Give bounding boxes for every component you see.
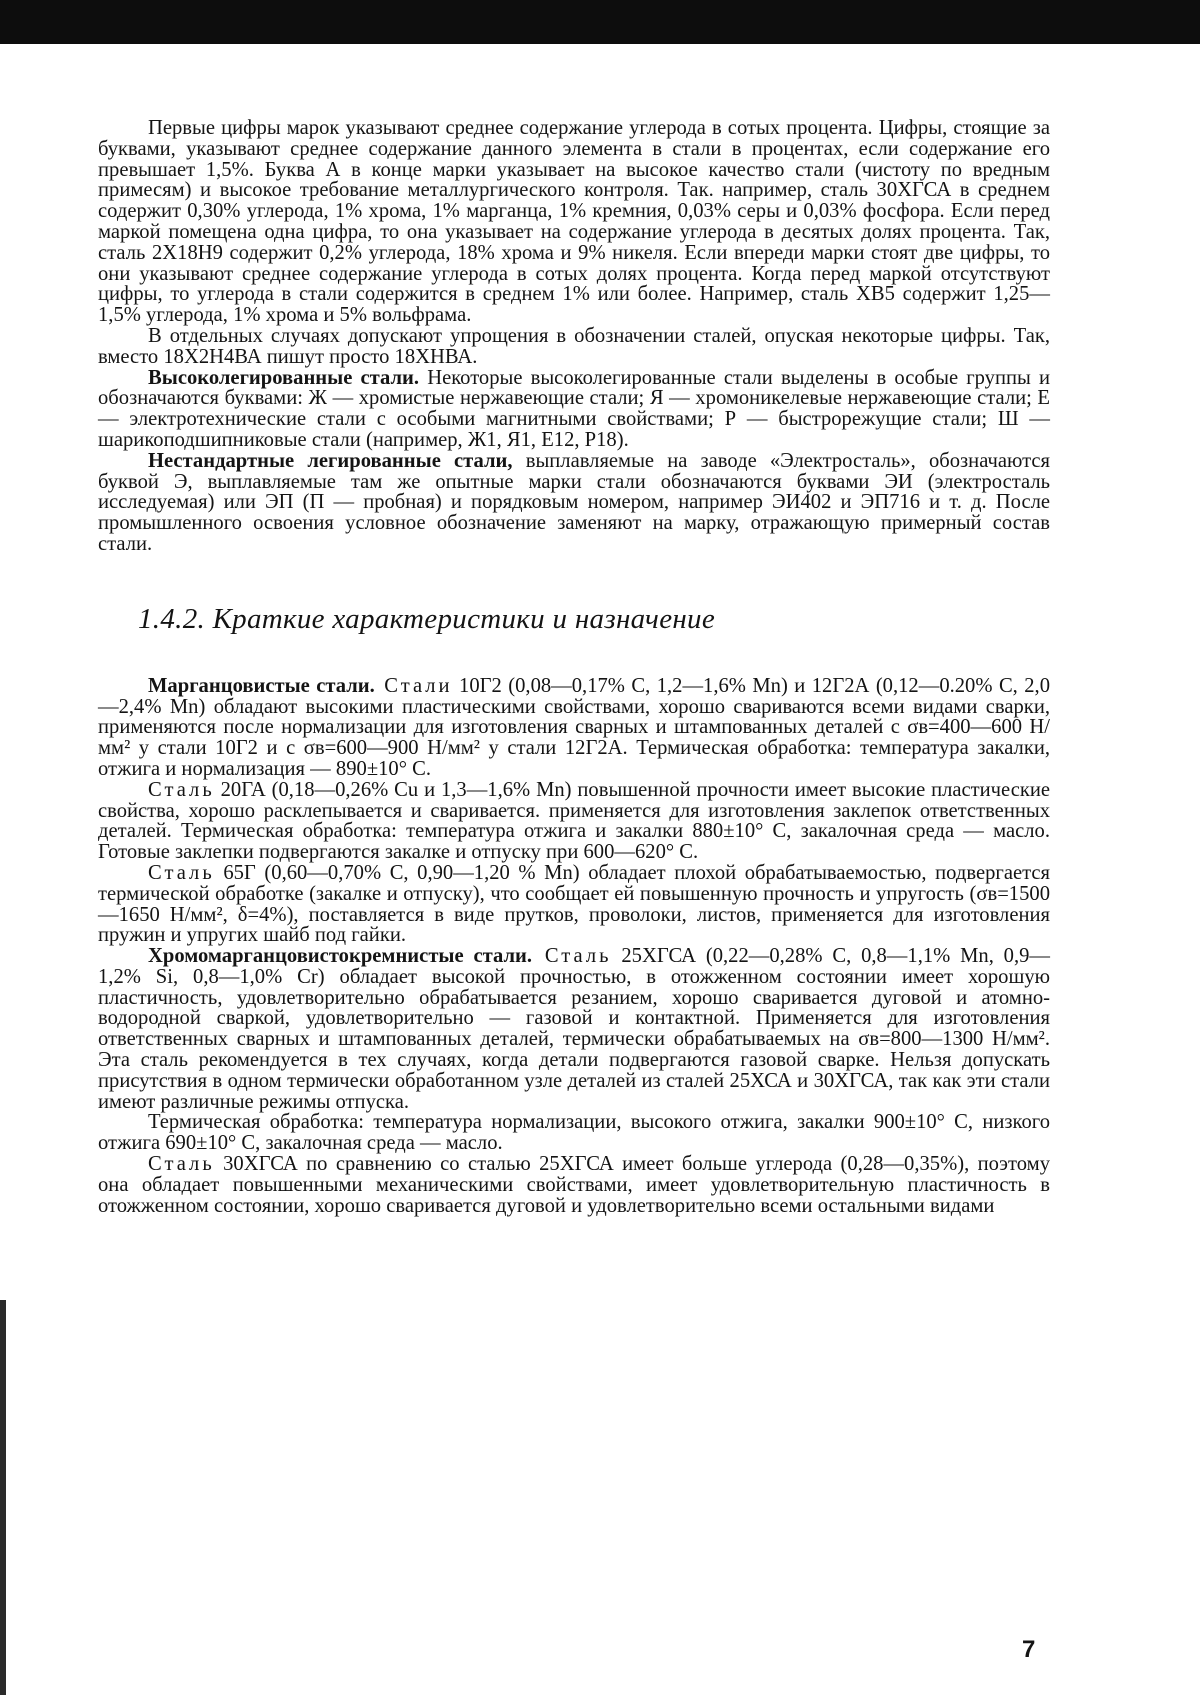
paragraph-text: 20ГА (0,18—0,26% Cu и 1,3—1,6% Mn) повышенной прочности имеет высокие пластические свойства, хорошо расклепывается и сваривается. применяется для изготовления заклепок ответственных деталей. Термическая обработка: температура отжига и закалки 880±10° С, закалочная среда — масло. Готовые заклепки подвергаются закалке и отпуску при 600—620° С. [98, 778, 1050, 864]
paragraph-spaced: Сталь [532, 945, 612, 968]
paragraph-heat-treatment [98, 1112, 1050, 1154]
paragraph-steel-20ga [98, 780, 1050, 863]
section-heading: 1.4.2. Краткие характеристики и назначение [138, 602, 716, 635]
paragraph-nonstandard [98, 451, 1050, 555]
paragraph-text: 25ХГСА (0,22—0,28% С, 0,8—1,1% Mn, 0,9—1,2% Si, 0,8—1,0% Cr) обладает высокой прочностью, в отожженном состоянии имеет хорошую пластичность, удовлетворительно обрабатывается резанием, хорошо сваривается дуговой и атомно-водородной сваркой, удовлетворительно — газовой и контактной. Применяется для изготовления ответственных сварных и штампованных деталей, термически обрабатываемых на σв=800—1300 Н/мм². Эта сталь рекомендуется в тех случаях, когда детали подвергаются газовой сварке. Нельзя допускать присутствия в одном термически обработанном узле деталей из сталей 25ХСА и 30ХГСА, так как эти стали имеют различные режимы отпуска. [98, 945, 1051, 1113]
paragraph-text: Некоторые высоколегированные стали выделены в особые группы и обозначаются буквами: Ж — хромистые нержавеющие стали; Я — хромоникелевые нержавеющие стали; Е — электротехнические стали с особыми магнитными свойствами; Р — быстрорежущие стали; Ш — шарикоподшипниковые стали (например, Ж1, Я1, Е12, Р18). [98, 366, 1050, 451]
paragraph-lead: Нестандартные легированные стали, [148, 449, 513, 472]
scan-left-edge [0, 1300, 6, 1695]
paragraph-lead: Марганцовистые стали. [148, 674, 375, 697]
document-page [98, 118, 1050, 1216]
paragraph-lead: Высоколегированные стали. [148, 366, 420, 389]
paragraph-text: выплавляемые на заводе «Электросталь», обозначаются буквой Э, выплавляемые там же опытные марки стали обозначаются буквами ЭИ (электросталь исследуемая) или ЭП (П — пробная) и порядковым номером, например ЭИ402 и ЭП716 и т. д. После промышленного освоения условное обозначение заменяют на марку, отражающую примерный состав стали. [98, 449, 1050, 555]
paragraph-text: 10Г2 (0,08—0,17% С, 1,2—1,6% Mn) и 12Г2А (0,12—0.20% С, 2,0—2,4% Mn) обладают высокими пластическими свойствами, хорошо свариваются всеми видами сварки, применяются после нормализации для изготовления сварных и штампованных деталей с σв=400—600 Н/мм² у стали 10Г2 и с σв=600—900 Н/мм² у стали 12Г2А. Термическая обработка: температура закалки, отжига и нормализация — 890±10° С. [98, 674, 1051, 780]
paragraph-text: В отдельных случаях допускают упрощения в обозначении сталей, опуская некоторые цифры. Так, вместо 18Х2Н4ВА пишут просто 18ХНВА. [98, 324, 1050, 368]
paragraph-spaced: Сталь [148, 861, 215, 884]
paragraph-text: Термическая обработка: температура нормализации, высокого отжига, закалки 900±10° С, низкого отжига 690±10° С, закалочная среда — масло. [98, 1111, 1050, 1155]
paragraph-text: 30ХГСА по сравнению со сталью 25ХГСА имеет больше углерода (0,28—0,35%), поэтому она обладает повышенными механическими свойствами, имеет удовлетворительную пластичность в отожженном состоянии, хорошо сваривается дуговой и удовлетворительно всеми остальными видами [98, 1153, 1050, 1217]
paragraph-spaced: Сталь [148, 1153, 215, 1176]
paragraph-text: 65Г (0,60—0,70% С, 0,90—1,20 % Mn) обладает плохой обрабатываемостью, подвергается термической обработке (закалке и отпуску), что сообщает ей повышенную прочность и упругость (σв=1500—1650 Н/мм², δ=4%), поставляется в виде прутков, проволоки, листов, применяется для изготовления пружин и упругих шайб под гайки. [98, 861, 1050, 947]
paragraph-high-alloy [98, 368, 1050, 451]
paragraph-spaced: Стали [374, 674, 453, 697]
paragraph-lead: Хромомарганцовистокремнистые стали. [148, 945, 533, 968]
scan-top-border [0, 0, 1200, 44]
paragraph-manganese [98, 676, 1050, 780]
page-number: 7 [1022, 1636, 1036, 1663]
paragraph-spaced: Сталь [148, 778, 215, 801]
paragraph-simplification [98, 326, 1050, 368]
paragraph-text: Первые цифры марок указывают среднее содержание углерода в сотых процента. Цифры, стоящие за буквами, указывают среднее содержание данного элемента в стали в процентах, если содержание его превышает 1,5%. Буква А в конце марки указывает на высокое качество стали (чистоту по вредным примесям) и высокое требование металлургического контроля. Так. например, сталь 30ХГСА в среднем содержит 0,30% углерода, 1% хрома, 1% марганца, 1% кремния, 0,03% серы и 0,03% фосфора. Если перед маркой помещена одна цифра, то она указывает на содержание углерода в десятых долях процента. Так, сталь 2Х18Н9 содержит 0,2% углерода, 18% хрома и 9% никеля. Если впереди марки стоят две цифры, то они указывают среднее содержание углерода в сотых долях процента. Когда перед маркой отсутствуют цифры, то углерода в стали содержится в среднем 1% или более. Например, сталь ХВ5 содержит 1,25—1,5% углерода, 1% хрома и 5% вольфрама. [98, 117, 1050, 327]
paragraph-marking-digits [98, 118, 1050, 326]
paragraph-steel-65g [98, 863, 1050, 946]
paragraph-steel-30hgsa [98, 1154, 1050, 1216]
paragraph-chrome-manganese-silicon [98, 946, 1050, 1112]
